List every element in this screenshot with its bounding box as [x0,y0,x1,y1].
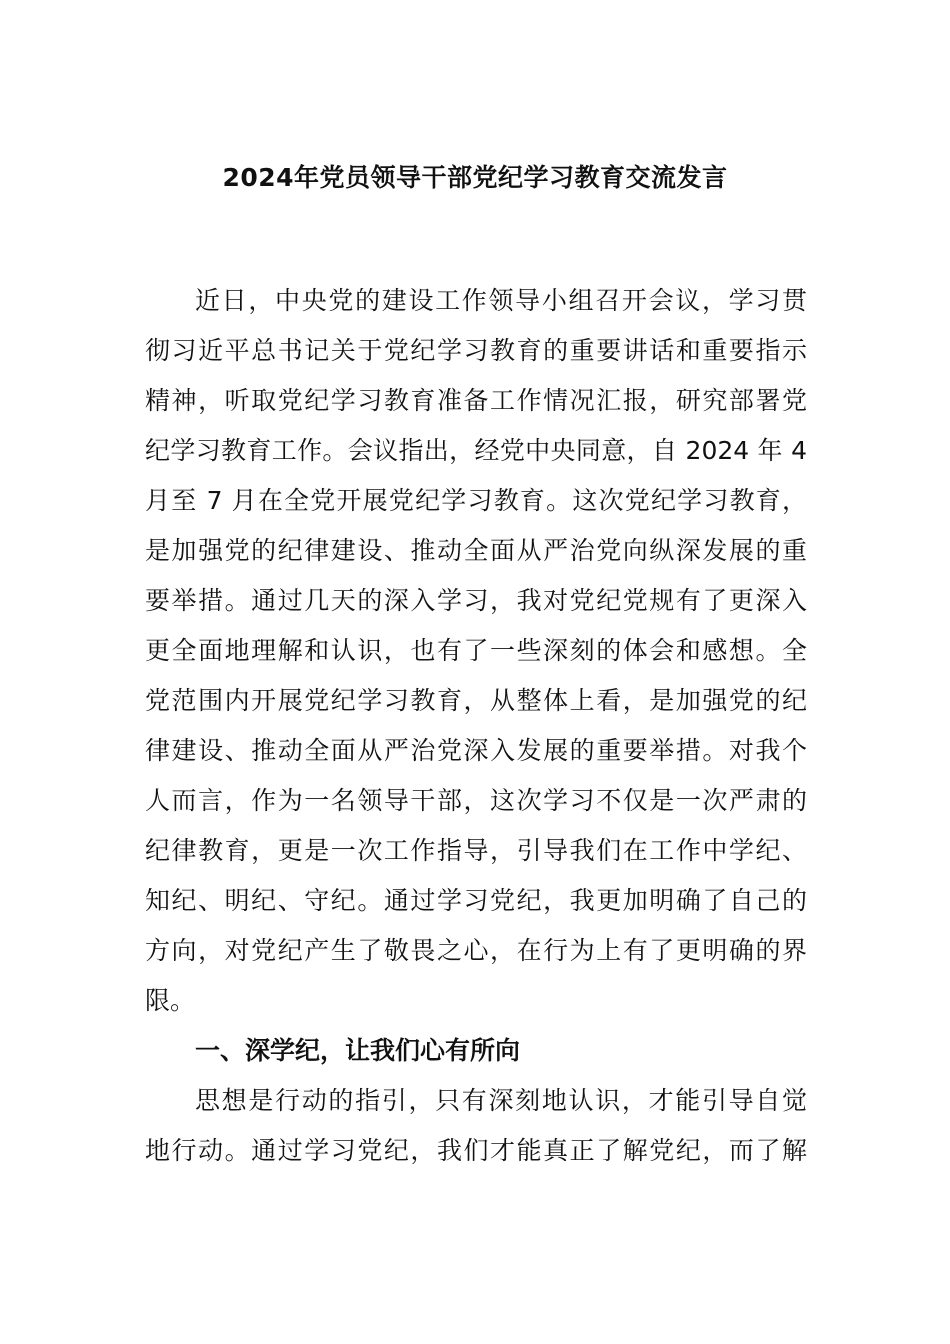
paragraph-1-line-12: 纪律教育，更是一次工作指导，引导我们在工作中学纪、 [145,836,807,865]
section-1-heading: 一、深学纪，让我们心有所向 [195,1036,521,1065]
paragraph-1-line-6: 是加强党的纪律建设、推动全面从严治党向纵深发展的重 [145,536,807,565]
paragraph-1-line-8: 更全面地理解和认识，也有了一些深刻的体会和感想。全 [145,636,807,665]
paragraph-1-line-7: 要举措。通过几天的深入学习，我对党纪党规有了更深入 [145,586,807,615]
paragraph-2-line-1: 思想是行动的指引，只有深刻地认识，才能引导自觉 [195,1086,807,1115]
paragraph-1-line-5: 月至 7 月在全党开展党纪学习教育。这次党纪学习教育， [145,486,807,515]
paragraph-1-line-1: 近日，中央党的建设工作领导小组召开会议，学习贯 [195,286,807,315]
paragraph-1-line-4: 纪学习教育工作。会议指出，经党中央同意，自 2024 年 4 [145,436,807,465]
paragraph-1-line-13: 知纪、明纪、守纪。通过学习党纪，我更加明确了自己的 [145,886,807,915]
paragraph-1-line-2: 彻习近平总书记关于党纪学习教育的重要讲话和重要指示 [145,336,807,365]
paragraph-1-line-15: 限。 [145,986,196,1015]
paragraph-2-line-2: 地行动。通过学习党纪，我们才能真正了解党纪，而了解 [145,1136,807,1165]
paragraph-1-line-3: 精神，听取党纪学习教育准备工作情况汇报，研究部署党 [145,386,807,415]
paragraph-1-line-10: 律建设、推动全面从严治党深入发展的重要举措。对我个 [145,736,807,765]
paragraph-1-line-11: 人而言，作为一名领导干部，这次学习不仅是一次严肃的 [145,786,807,815]
document-title: 2024年党员领导干部党纪学习教育交流发言 [222,163,728,192]
paragraph-1-line-14: 方向，对党纪产生了敬畏之心，在行为上有了更明确的界 [145,936,807,965]
paragraph-1-line-9: 党范围内开展党纪学习教育，从整体上看，是加强党的纪 [145,686,807,715]
